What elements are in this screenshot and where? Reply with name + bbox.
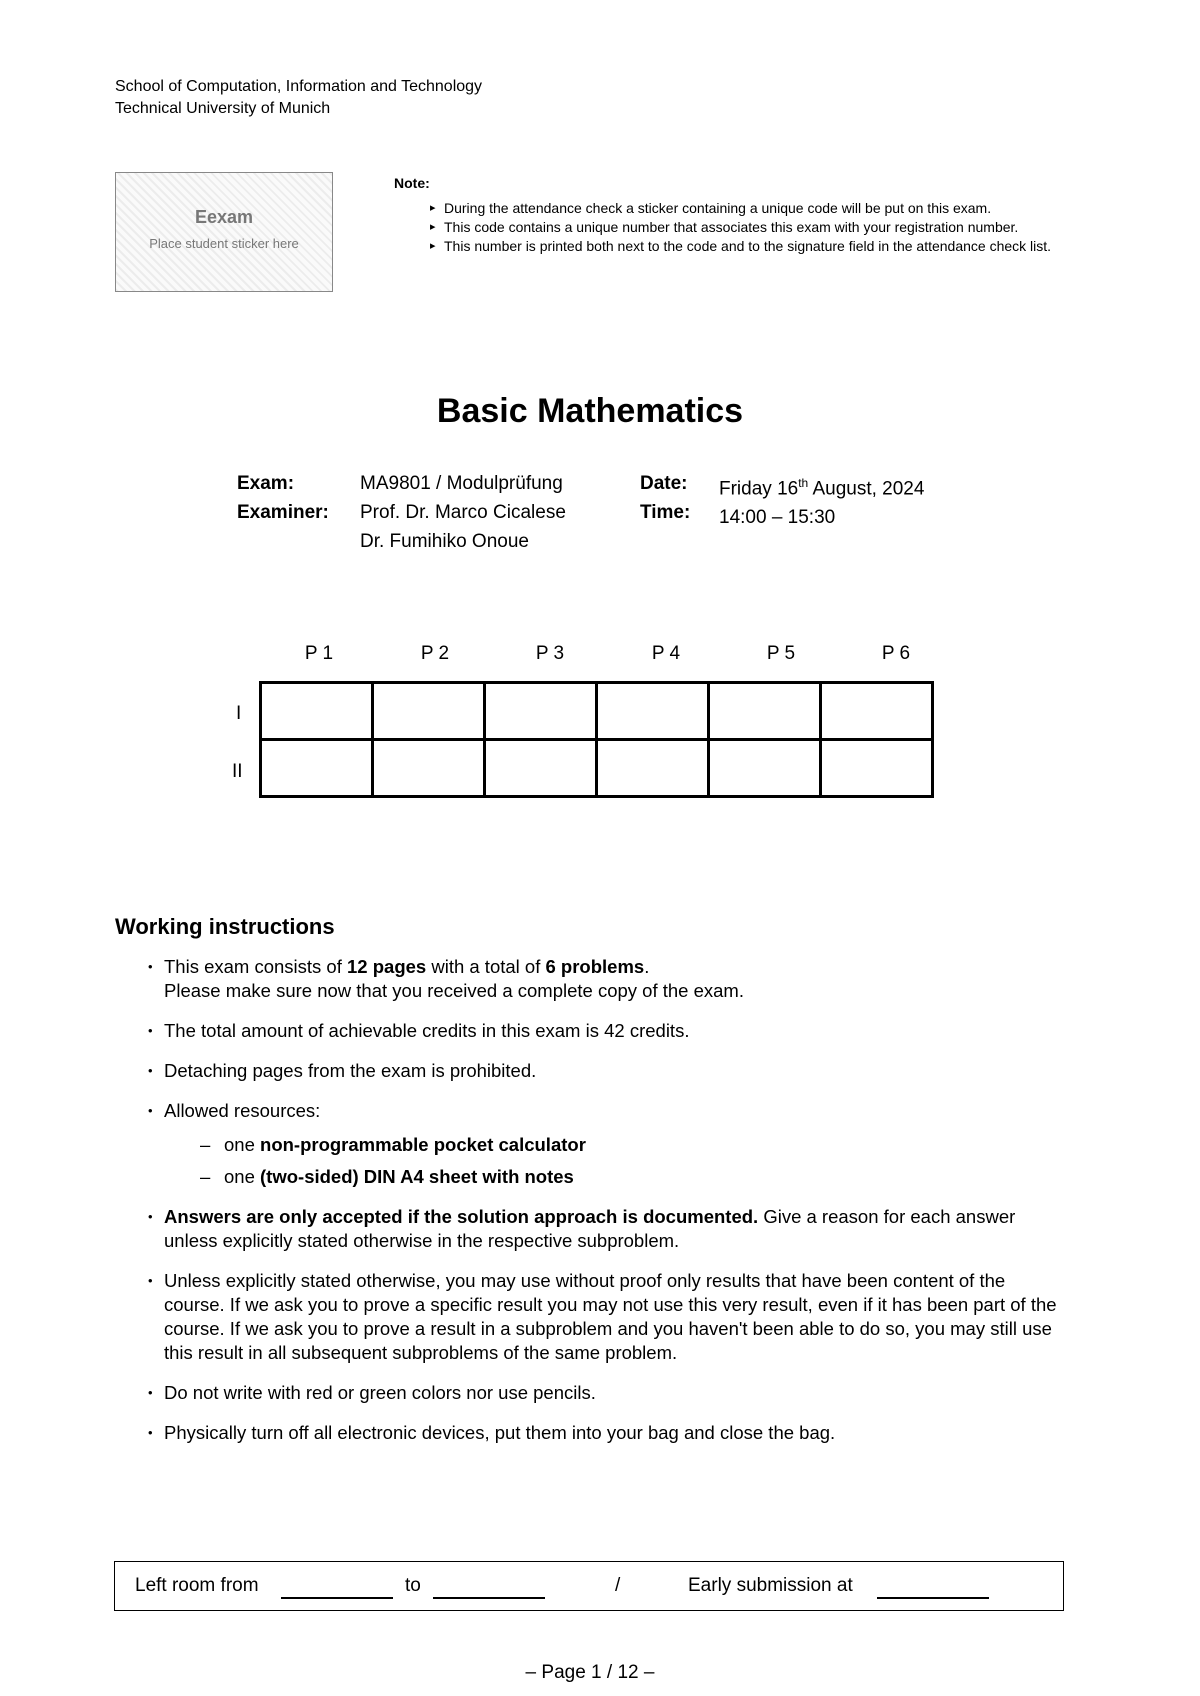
date-time-values <box>719 469 924 532</box>
grid-row-label-2: II <box>232 761 243 782</box>
exam-label: Exam: <box>237 473 295 494</box>
grid-cell <box>821 740 933 797</box>
time-value: 14:00 – 15:30 <box>719 507 836 529</box>
left-room-to-label: to <box>405 1575 421 1596</box>
allowed-resources-list <box>164 1133 1066 1189</box>
left-room-from-field[interactable] <box>281 1597 393 1599</box>
instruction-item: • Allowed resources: – one non-programmable pocket calculator – one (two-sided) DIN A4 sheet with notes <box>164 1099 1066 1189</box>
problem-header-1: P 1 <box>304 643 334 664</box>
note-block <box>394 174 1064 256</box>
problem-header-5: P 5 <box>766 643 796 664</box>
date-time-labels <box>640 469 690 527</box>
grid-cell <box>485 683 597 740</box>
problem-header-3: P 3 <box>535 643 565 664</box>
note-item: ▸ This code contains a unique number that associates this exam with your registration number. <box>444 218 1064 237</box>
instruction-item: • Detaching pages from the exam is prohibited. <box>164 1059 1066 1083</box>
date-value: Friday 16th August, 2024 <box>719 476 925 500</box>
grid-row <box>261 683 933 740</box>
left-room-label: Left room from <box>135 1575 259 1596</box>
examiner-1: Prof. Dr. Marco Cicalese <box>360 502 566 523</box>
separator-slash: / <box>615 1575 621 1596</box>
early-submission-label: Early submission at <box>688 1575 853 1596</box>
problem-header-6: P 6 <box>881 643 911 664</box>
exam-value: MA9801 / Modulprüfung <box>360 473 563 494</box>
grid-row-label-1: I <box>236 703 242 724</box>
grid-cell <box>373 740 485 797</box>
note-list <box>394 199 1064 256</box>
left-room-to-field[interactable] <box>433 1597 545 1599</box>
exam-info-labels <box>237 469 329 527</box>
sticker-title: Eexam <box>194 207 254 227</box>
note-item: ▸ During the attendance check a sticker containing a unique code will be put on this exam. <box>444 199 1064 218</box>
working-instructions <box>148 955 1066 1461</box>
examiner-2: Dr. Fumihiko Onoue <box>360 531 529 552</box>
school-header <box>115 76 482 120</box>
working-instructions-heading: Working instructions <box>115 914 335 939</box>
early-submission-field[interactable] <box>877 1597 989 1599</box>
instruction-item: • Do not write with red or green colors nor use pencils. <box>164 1381 1066 1405</box>
grid-cell <box>821 683 933 740</box>
grid-cell <box>597 683 709 740</box>
problem-header-2: P 2 <box>420 643 450 664</box>
grid-row <box>261 740 933 797</box>
time-label: Time: <box>640 502 691 523</box>
grading-grid <box>259 681 934 798</box>
instruction-item: • Unless explicitly stated otherwise, you may use without proof only results that have been content of the course. If we ask you to prove a specific result you may not use this very result, even if it has been part of the course. If we ask you to prove a result in a subproblem and you haven't been able to do so, you may still use this result in all subsequent subproblems of the same problem. <box>164 1269 1066 1365</box>
instruction-item: • Physically turn off all electronic devices, put them into your bag and close the bag. <box>164 1421 1066 1445</box>
instruction-item: • Answers are only accepted if the solution approach is documented. Give a reason for each answer unless explicitly stated otherwise in the respective subproblem. <box>164 1205 1066 1253</box>
page-footer: – Page 1 / 12 – <box>525 1662 655 1683</box>
examiner-label: Examiner: <box>237 502 329 523</box>
sticker-subtitle: Place student sticker here <box>149 236 299 251</box>
school-name: School of Computation, Information and Technology <box>115 78 483 95</box>
grid-cell <box>597 740 709 797</box>
resource-item: – one non-programmable pocket calculator <box>224 1133 1066 1157</box>
university-name: Technical University of Munich <box>115 100 331 117</box>
exam-title: Basic Mathematics <box>436 392 744 430</box>
grid-cell <box>709 683 821 740</box>
problem-header-4: P 4 <box>651 643 681 664</box>
instruction-item: • The total amount of achievable credits in this exam is 42 credits. <box>164 1019 1066 1043</box>
left-room-box <box>114 1561 1064 1611</box>
grid-cell <box>709 740 821 797</box>
grid-cell <box>485 740 597 797</box>
grid-cell <box>261 740 373 797</box>
instruction-list <box>148 955 1066 1445</box>
exam-info-values <box>360 469 566 556</box>
grid-cell <box>261 683 373 740</box>
date-label: Date: <box>640 473 688 494</box>
grid-cell <box>373 683 485 740</box>
instruction-item: • This exam consists of 12 pages with a total of 6 problems. Please make sure now that you received a complete copy of the exam. <box>164 955 1066 1003</box>
note-item: ▸ This number is printed both next to the code and to the signature field in the attendance check list. <box>444 237 1064 256</box>
sticker-box <box>115 172 333 292</box>
resource-item: – one (two-sided) DIN A4 sheet with notes <box>224 1165 1066 1189</box>
note-heading: Note: <box>394 175 430 191</box>
